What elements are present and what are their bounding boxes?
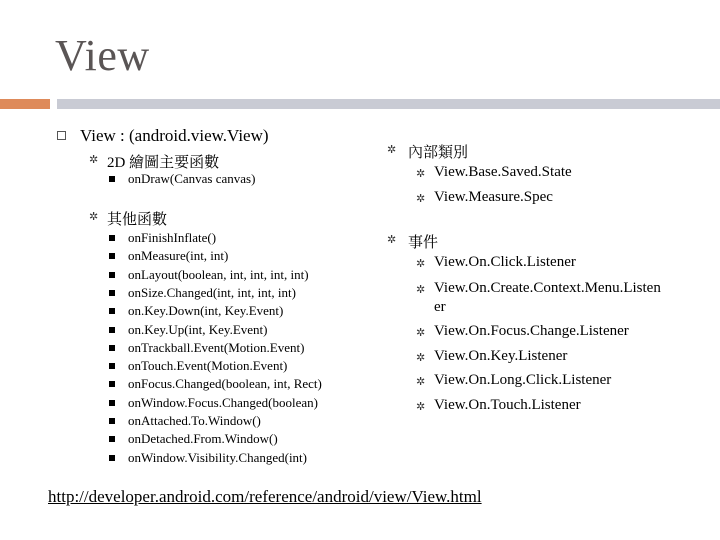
- group-label: 其他函數: [107, 212, 168, 228]
- list-item: onSize.Changed(int, int, int, int): [128, 284, 296, 300]
- filled-square-bullet-icon: [109, 345, 115, 351]
- list-item: View.On.Click.Listener: [434, 254, 576, 270]
- star-bullet-icon: ✲: [416, 351, 426, 364]
- filled-square-bullet-icon: [109, 436, 115, 442]
- list-item: on.Key.Up(int, Key.Event): [128, 321, 268, 337]
- accent-bar: [0, 99, 50, 109]
- filled-square-bullet-icon: [109, 327, 115, 333]
- list-item: View.Base.Saved.State: [434, 164, 572, 180]
- star-bullet-icon: ✲: [416, 375, 426, 388]
- list-item: onDetached.From.Window(): [128, 431, 278, 447]
- filled-square-bullet-icon: [109, 363, 115, 369]
- filled-square-bullet-icon: [109, 455, 115, 461]
- group-label: 內部類別: [408, 145, 469, 161]
- list-item: on.Key.Down(int, Key.Event): [128, 303, 284, 319]
- list-item: onTouch.Event(Motion.Event): [128, 358, 288, 374]
- star-bullet-icon: ✲: [416, 167, 426, 180]
- group-label: 事件: [408, 235, 439, 251]
- star-bullet-icon: ✲: [416, 326, 426, 339]
- list-item: View.On.Focus.Change.Listener: [434, 323, 629, 339]
- filled-square-bullet-icon: [109, 308, 115, 314]
- list-item: onFocus.Changed(boolean, int, Rect): [128, 376, 322, 392]
- list-item: View.On.Touch.Listener: [434, 397, 581, 413]
- reference-link[interactable]: http://developer.android.com/reference/android/view/View.html: [48, 487, 482, 506]
- star-bullet-icon: ✲: [387, 143, 397, 156]
- list-item: onLayout(boolean, int, int, int, int): [128, 266, 309, 282]
- square-bullet-icon: [57, 131, 66, 140]
- list-item: View.On.Long.Click.Listener: [434, 372, 612, 388]
- star-bullet-icon: ✲: [89, 210, 99, 223]
- filled-square-bullet-icon: [109, 176, 115, 182]
- filled-square-bullet-icon: [109, 381, 115, 387]
- title-divider: [57, 99, 720, 109]
- filled-square-bullet-icon: [109, 272, 115, 278]
- list-item: onWindow.Focus.Changed(boolean): [128, 394, 318, 410]
- list-item: View.Measure.Spec: [434, 189, 553, 205]
- star-bullet-icon: ✲: [416, 192, 426, 205]
- star-bullet-icon: ✲: [89, 153, 99, 166]
- filled-square-bullet-icon: [109, 418, 115, 424]
- star-bullet-icon: ✲: [387, 233, 397, 246]
- filled-square-bullet-icon: [109, 253, 115, 259]
- filled-square-bullet-icon: [109, 400, 115, 406]
- slide-title: View: [55, 31, 150, 80]
- list-item: onWindow.Visibility.Changed(int): [128, 449, 307, 465]
- list-item-continuation: er: [434, 299, 446, 315]
- list-item: onAttached.To.Window(): [128, 413, 261, 428]
- list-item: onFinishInflate(): [128, 230, 217, 245]
- star-bullet-icon: ✲: [416, 400, 426, 413]
- list-item: View.On.Create.Context.Menu.Listen: [434, 280, 661, 296]
- star-bullet-icon: ✲: [416, 283, 426, 296]
- filled-square-bullet-icon: [109, 290, 115, 296]
- list-item: onMeasure(int, int): [128, 248, 229, 264]
- star-bullet-icon: ✲: [416, 257, 426, 270]
- list-item: onTrackball.Event(Motion.Event): [128, 339, 305, 355]
- list-item: onDraw(Canvas canvas): [128, 171, 256, 186]
- left-heading: View : (android.view.View): [80, 126, 269, 145]
- group-label: 2D 繪圖主要函數: [107, 155, 220, 171]
- list-item: View.On.Key.Listener: [434, 348, 568, 364]
- filled-square-bullet-icon: [109, 235, 115, 241]
